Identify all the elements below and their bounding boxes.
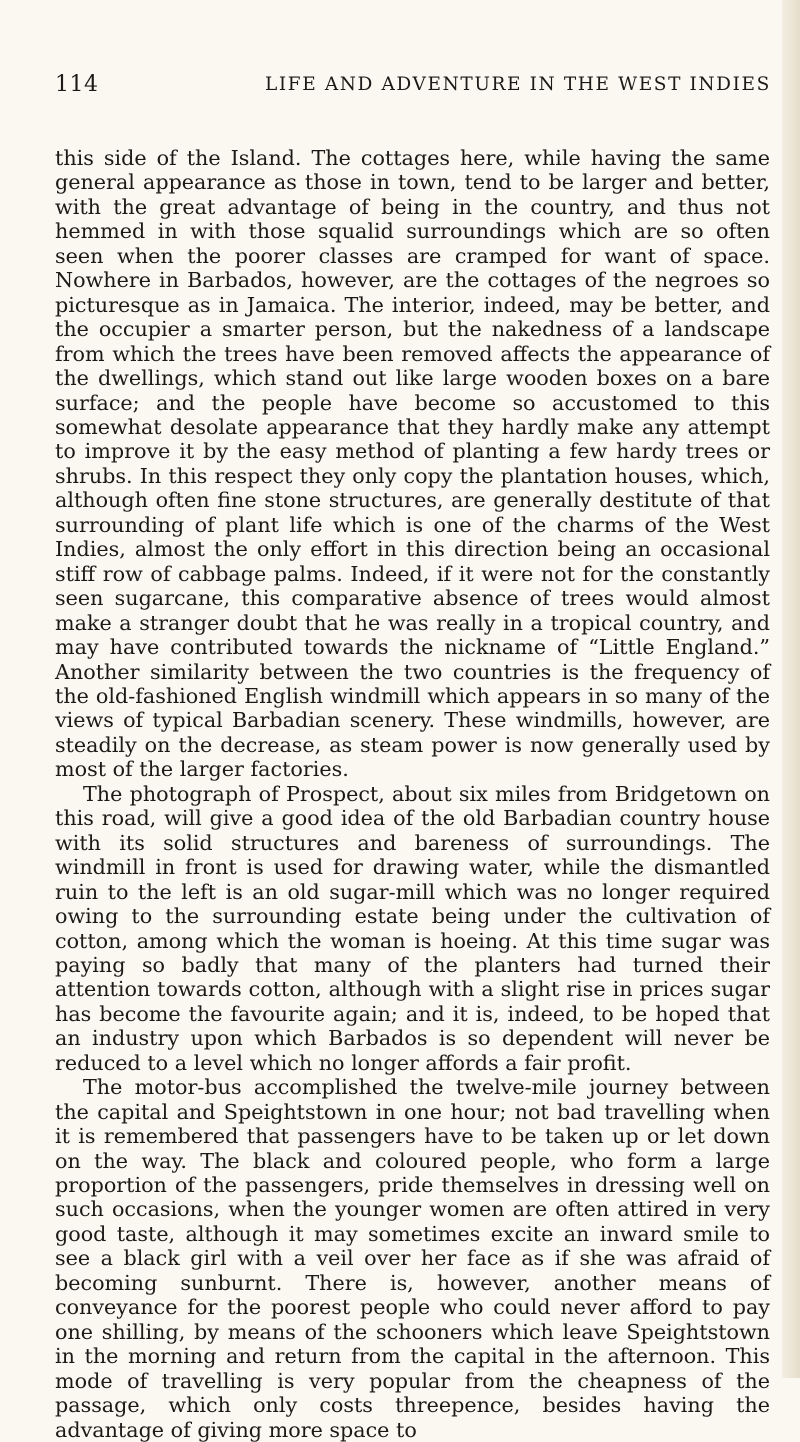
page-number: 114 [55,72,99,97]
running-title: LIFE AND ADVENTURE IN THE WEST INDIES [265,74,771,95]
page-header [55,72,771,102]
paragraph-2: The photograph of Prospect, about six miles from Bridgetown on this road, will give a good idea of the old Barbadian country house with its solid structures and bareness of surroundings. The windmill in front is used for drawing water, while the dismantled ruin to the left is an old sugar-mill which was no longer required owing to the surrounding estate being under the cultivation of cotton, among which the woman is hoeing. At this time sugar was paying so badly that many of the planters had turned their attention towards cotton, although with a slight rise in prices sugar has become the favourite again; and it is, indeed, to be hoped that an industry upon which Barbados is so dependent will never be reduced to a level which no longer affords a fair profit. [55,781,770,1075]
page-edge-shadow [782,0,800,1378]
body-text [55,146,770,1442]
paragraph-3: The motor-bus accomplished the twelve-mile journey between the capital and Speightstown in one hour; not bad travelling when it is remembered that passengers have to be taken up or let down on the way. The black and coloured people, who form a large proportion of the passengers, pride themselves in dressing well on such occasions, when the younger women are often attired in very good taste, although it may sometimes excite an inward smile to see a black girl with a veil over her face as if she was afraid of becoming sunburnt. There is, however, another means of conveyance for the poorest people who could never afford to pay one shilling, by means of the schooners which leave Speightstown in the morning and return from the capital in the afternoon. This mode of travelling is very popular from the cheapness of the passage, which only costs threepence, besides having the advantage of giving more space to [55,1075,770,1442]
paragraph-1: this side of the Island. The cottages here, while having the same general appearance as those in town, tend to be larger and better, with the great advantage of being in the country, and thus not hemmed in with those squalid surroundings which are so often seen when the poorer classes are cramped for want of space. Nowhere in Barbados, however, are the cottages of the negroes so picturesque as in Jamaica. The interior, indeed, may be better, and the occupier a smarter person, but the nakedness of a landscape from which the trees have been removed affects the appearance of the dwellings, which stand out like large wooden boxes on a bare surface; and the people have become so accustomed to this somewhat desolate appearance that they hardly make any attempt to improve it by the easy method of planting a few hardy trees or shrubs. In this respect they only copy the plantation houses, which, although often fine stone structures, are generally destitute of that surrounding of plant life which is one of the charms of the West Indies, almost the only effort in this direction being an occasional stiff row of cabbage palms. Indeed, if it were not for the constantly seen sugarcane, this comparative absence of trees would almost make a stranger doubt that he was really in a tropical country, and may have contributed towards the nickname of “Little England.” Another similarity between the two countries is the frequency of the old-fashioned English windmill which appears in so many of the views of typical Barbadian scenery. These windmills, however, are steadily on the decrease, as steam power is now generally used by most of the larger factories. [55,146,770,782]
